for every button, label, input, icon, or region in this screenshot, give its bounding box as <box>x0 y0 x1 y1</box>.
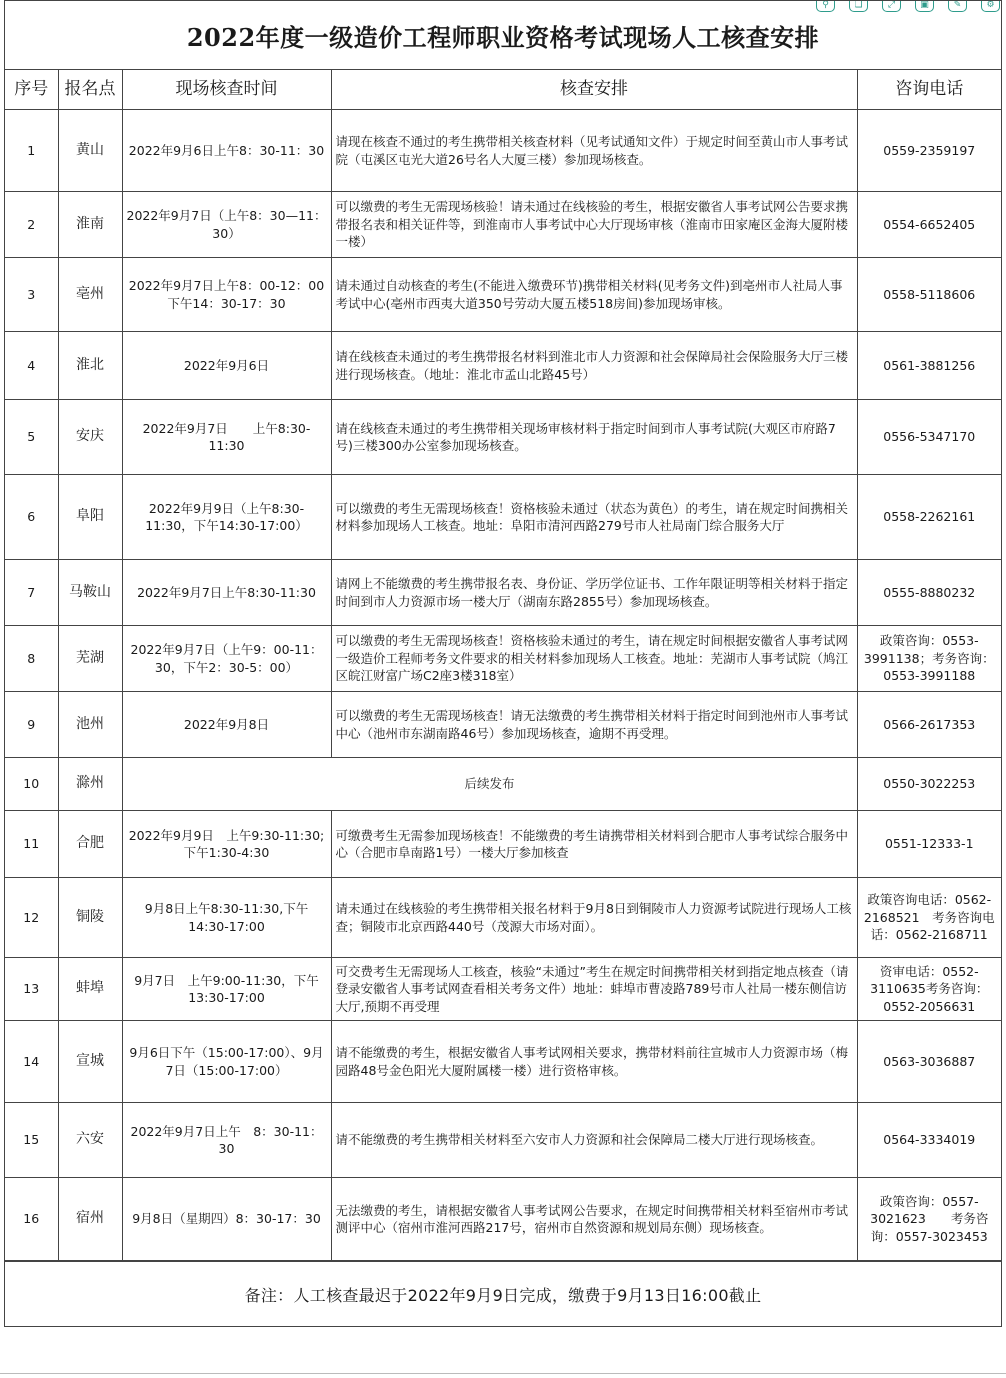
row-site: 宿州 <box>58 1178 122 1261</box>
table-row <box>5 192 1001 258</box>
row-arrangement: 请网上不能缴费的考生携带报名表、身份证、学历学位证书、工作年限证明等相关材料于指定时间到市人力资源市场一楼大厅（湖南东路2855号）参加现场核查。 <box>331 560 857 626</box>
row-site: 阜阳 <box>58 475 122 560</box>
row-phone: 0550-3022253 <box>857 758 1001 811</box>
row-number: 4 <box>5 332 58 400</box>
row-arrangement: 请在线核查未通过的考生携带相关现场审核材料于指定时间到市人事考试院(大观区市府路7号)三楼300办公室参加现场核查。 <box>331 400 857 475</box>
row-site: 池州 <box>58 692 122 758</box>
row-number: 5 <box>5 400 58 475</box>
row-phone: 政策咨询：0557-3021623 考务咨询：0557-3023453 <box>857 1178 1001 1261</box>
row-phone: 政策咨询：0553-3991138；考务咨询：0553-3991188 <box>857 626 1001 692</box>
row-arrangement: 可交费考生无需现场人工核查，核验“未通过”考生在规定时间携带相关材到指定地点核查（请登录安徽省人事考试网查看相关考务文件）地址：蚌埠市曹凌路789号市人社局一楼东侧信访大厅,预期不再受理 <box>331 958 857 1021</box>
row-time: 2022年9月6日上午8：30-11：30 <box>122 110 331 192</box>
row-site: 蚌埠 <box>58 958 122 1021</box>
row-number: 6 <box>5 475 58 560</box>
row-number: 7 <box>5 560 58 626</box>
row-time: 2022年9月9日（上午8:30-11:30，下午14:30-17:00） <box>122 475 331 560</box>
row-phone: 0558-5118606 <box>857 258 1001 332</box>
row-site: 亳州 <box>58 258 122 332</box>
row-number: 8 <box>5 626 58 692</box>
row-phone: 0554-6652405 <box>857 192 1001 258</box>
row-arrangement: 请未通过自动核查的考生(不能进入缴费环节)携带相关材料(见考务文件)到亳州市人社局人事考试中心(亳州市西夷大道350号劳动大厦五楼518房间)参加现场审核。 <box>331 258 857 332</box>
footnote: 备注：人工核查最迟于2022年9月9日完成，缴费于9月13日16:00截止 <box>5 1261 1001 1328</box>
row-site: 安庆 <box>58 400 122 475</box>
table-body <box>5 110 1001 1261</box>
table-row <box>5 258 1001 332</box>
row-arrangement: 可以缴费的考生无需现场核查！资格核验未通过的考生，请在规定时间根据安徽省人事考试网一级造价工程师考务文件要求的相关材料参加现场人工核查。地址：芜湖市人事考试院（鸠江区皖江财富广场C2座3楼318室） <box>331 626 857 692</box>
header-phone: 咨询电话 <box>857 70 1001 110</box>
settings-icon[interactable]: ⚙ <box>981 0 1000 12</box>
expand-icon[interactable]: ⤢ <box>882 0 901 12</box>
row-site: 淮南 <box>58 192 122 258</box>
row-site: 铜陵 <box>58 878 122 958</box>
header-arrangement: 核查安排 <box>331 70 857 110</box>
row-time: 2022年9月7日上午8:30-11:30 <box>122 560 331 626</box>
row-arrangement: 请未通过在线核验的考生携带相关报名材料于9月8日到铜陵市人力资源考试院进行现场人工核查；铜陵市北京西路440号（茂源大市场对面）。 <box>331 878 857 958</box>
row-arrangement: 请现在核查不通过的考生携带相关核查材料（见考试通知文件）于规定时间至黄山市人事考试院（屯溪区屯光大道26号名人大厦三楼）参加现场核查。 <box>331 110 857 192</box>
page-title: 2022年度一级造价工程师职业资格考试现场人工核查安排 <box>5 1 1001 70</box>
row-phone: 政策咨询电话：0562-2168521 考务咨询电话：0562-2168711 <box>857 878 1001 958</box>
row-phone: 资审电话：0552-3110635考务咨询：0552-2056631 <box>857 958 1001 1021</box>
row-merged-note: 后续发布 <box>122 758 857 811</box>
row-phone: 0558-2262161 <box>857 475 1001 560</box>
table-header-row <box>5 70 1001 110</box>
table-row <box>5 560 1001 626</box>
copy-icon[interactable]: ❏ <box>849 0 868 12</box>
row-phone: 0566-2617353 <box>857 692 1001 758</box>
row-number: 12 <box>5 878 58 958</box>
row-arrangement: 请不能缴费的考生携带相关材料至六安市人力资源和社会保障局二楼大厅进行现场核查。 <box>331 1103 857 1178</box>
header-time: 现场核查时间 <box>122 70 331 110</box>
row-time: 2022年9月7日（上午8：30—11：30） <box>122 192 331 258</box>
header-site: 报名点 <box>58 70 122 110</box>
table-row <box>5 475 1001 560</box>
row-time: 2022年9月7日 上午8:30-11:30 <box>122 400 331 475</box>
row-phone: 0563-3036887 <box>857 1021 1001 1103</box>
row-site: 宣城 <box>58 1021 122 1103</box>
table-row <box>5 1021 1001 1103</box>
row-site: 淮北 <box>58 332 122 400</box>
row-time: 2022年9月8日 <box>122 692 331 758</box>
row-number: 13 <box>5 958 58 1021</box>
table-row <box>5 811 1001 878</box>
row-arrangement: 可以缴费的考生无需现场核验！请未通过在线核验的考生，根据安徽省人事考试网公告要求携带报名表和相关证件等，到淮南市人事考试中心大厅现场审核（淮南市田家庵区金海大厦附楼一楼） <box>331 192 857 258</box>
row-number: 9 <box>5 692 58 758</box>
row-phone: 0555-8880232 <box>857 560 1001 626</box>
row-arrangement: 请不能缴费的考生，根据安徽省人事考试网相关要求，携带材料前往宣城市人力资源市场（梅园路48号金色阳光大厦附属楼一楼）进行资格审核。 <box>331 1021 857 1103</box>
row-time: 2022年9月7日上午 8：30-11：30 <box>122 1103 331 1178</box>
row-time: 2022年9月7日（上午9：00-11：30，下午2：30-5：00） <box>122 626 331 692</box>
row-site: 六安 <box>58 1103 122 1178</box>
row-number: 2 <box>5 192 58 258</box>
row-time: 2022年9月6日 <box>122 332 331 400</box>
table-row <box>5 332 1001 400</box>
table-row <box>5 1103 1001 1178</box>
row-phone: 0556-5347170 <box>857 400 1001 475</box>
row-time: 9月6日下午（15:00-17:00）、9月7日（15:00-17:00） <box>122 1021 331 1103</box>
row-number: 3 <box>5 258 58 332</box>
row-time: 9月8日（星期四）8：30-17：30 <box>122 1178 331 1261</box>
row-number: 1 <box>5 110 58 192</box>
table-row <box>5 400 1001 475</box>
edit-icon[interactable]: ✎ <box>948 0 967 12</box>
row-number: 15 <box>5 1103 58 1178</box>
row-arrangement: 可缴费考生无需参加现场核查！不能缴费的考生请携带相关材料到合肥市人事考试综合服务中心（合肥市阜南路1号）一楼大厅参加核查 <box>331 811 857 878</box>
row-time: 2022年9月7日上午8：00-12：00 下午14：30-17：30 <box>122 258 331 332</box>
header-no: 序号 <box>5 70 58 110</box>
document <box>4 0 1002 1327</box>
row-time: 9月8日上午8:30-11:30,下午14:30-17:00 <box>122 878 331 958</box>
row-phone: 0551-12333-1 <box>857 811 1001 878</box>
divider <box>0 1373 1006 1374</box>
table-row <box>5 958 1001 1021</box>
row-arrangement: 无法缴费的考生，请根据安徽省人事考试网公告要求，在规定时间携带相关材料至宿州市考试测评中心（宿州市淮河西路217号，宿州市自然资源和规划局东侧）现场核查。 <box>331 1178 857 1261</box>
row-number: 14 <box>5 1021 58 1103</box>
row-arrangement: 可以缴费的考生无需现场核查！资格核验未通过（状态为黄色）的考生，请在规定时间携相关材料参加现场人工核查。地址：阜阳市清河西路279号市人社局南门综合服务大厅 <box>331 475 857 560</box>
row-site: 马鞍山 <box>58 560 122 626</box>
row-site: 滁州 <box>58 758 122 811</box>
row-site: 合肥 <box>58 811 122 878</box>
save-icon[interactable]: ▣ <box>915 0 934 12</box>
row-number: 16 <box>5 1178 58 1261</box>
row-phone: 0564-3334019 <box>857 1103 1001 1178</box>
row-site: 黄山 <box>58 110 122 192</box>
table-row <box>5 758 1001 811</box>
schedule-table <box>5 70 1001 1261</box>
row-site: 芜湖 <box>58 626 122 692</box>
table-row <box>5 692 1001 758</box>
row-phone: 0559-2359197 <box>857 110 1001 192</box>
row-number: 10 <box>5 758 58 811</box>
table-row <box>5 1178 1001 1261</box>
row-arrangement: 可以缴费的考生无需现场核查！请无法缴费的考生携带相关材料于指定时间到池州市人事考试中心（池州市东湖南路46号）参加现场核查，逾期不再受理。 <box>331 692 857 758</box>
row-phone: 0561-3881256 <box>857 332 1001 400</box>
row-number: 11 <box>5 811 58 878</box>
row-time: 2022年9月9日 上午9:30-11:30;下午1:30-4:30 <box>122 811 331 878</box>
table-row <box>5 878 1001 958</box>
table-row <box>5 110 1001 192</box>
search-icon[interactable]: ⚲ <box>816 0 835 12</box>
row-time: 9月7日 上午9:00-11:30，下午13:30-17:00 <box>122 958 331 1021</box>
row-arrangement: 请在线核查未通过的考生携带报名材料到淮北市人力资源和社会保障局社会保险服务大厅三楼进行现场核查。（地址：淮北市孟山北路45号） <box>331 332 857 400</box>
table-row <box>5 626 1001 692</box>
